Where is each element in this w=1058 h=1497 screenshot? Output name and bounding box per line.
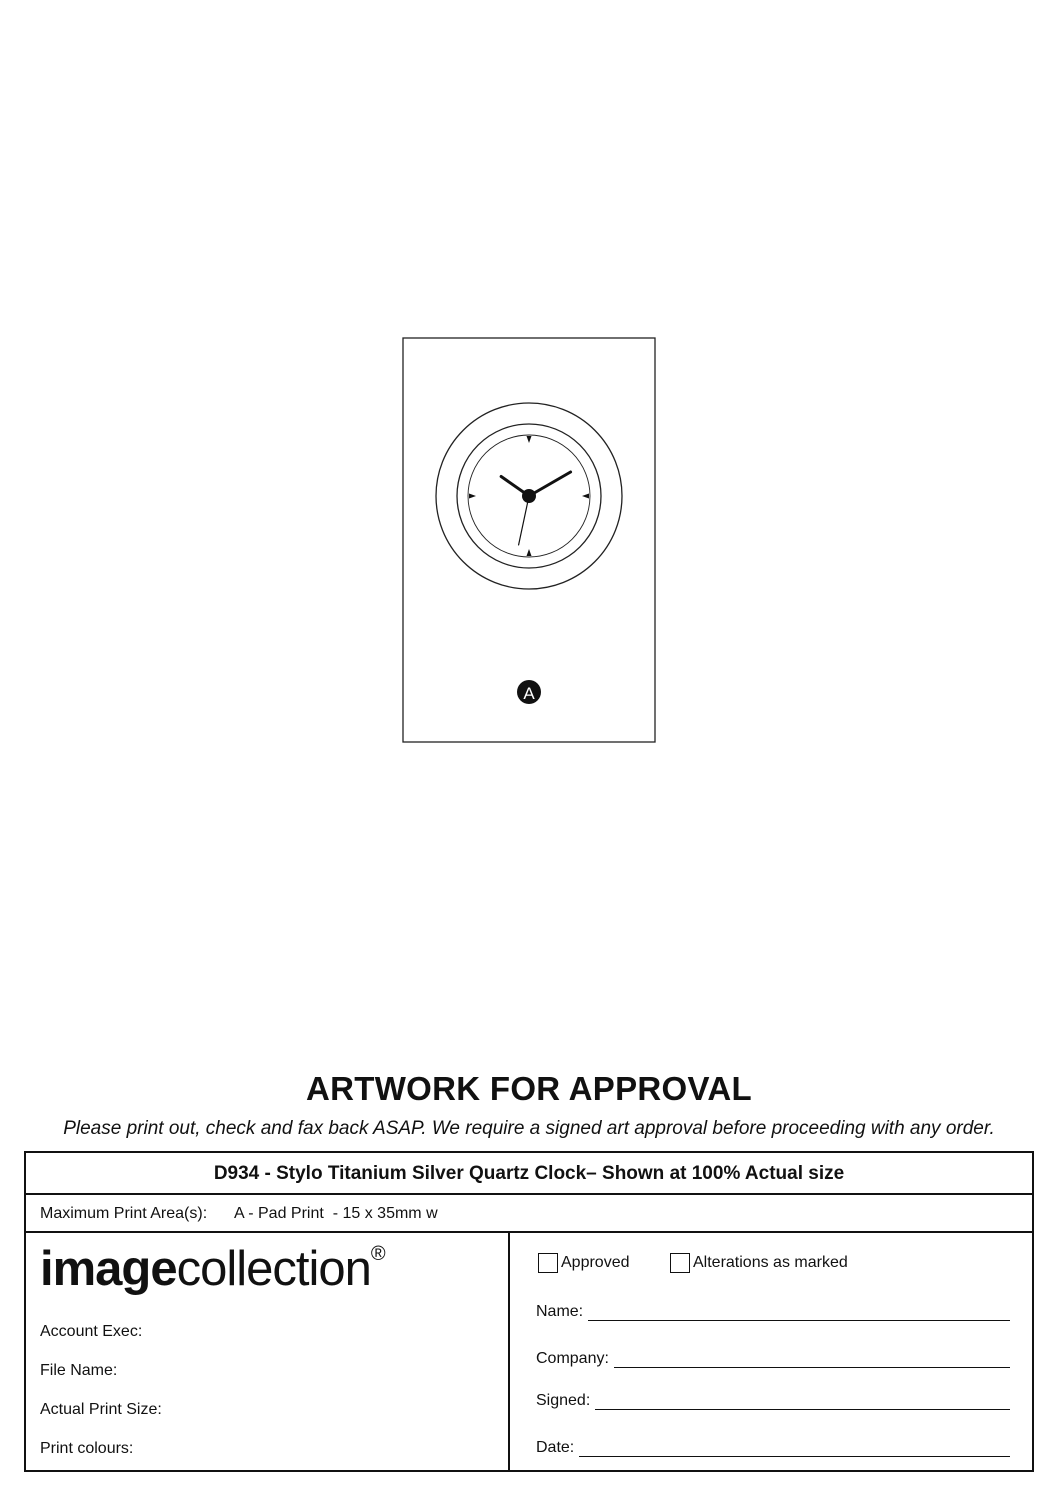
- hour-marker-12: [527, 436, 532, 443]
- print-area-row: [26, 1195, 1032, 1233]
- name-label: Name:: [536, 1303, 584, 1320]
- alterations-box[interactable]: [670, 1253, 690, 1273]
- approval-panel: [510, 1233, 1032, 1470]
- print-area-callout-label: A: [523, 684, 535, 703]
- alterations-label: Alterations as marked: [693, 1254, 848, 1271]
- alterations-checkbox[interactable]: [670, 1253, 848, 1273]
- hour-marker-6: [527, 549, 532, 556]
- name-field[interactable]: [536, 1303, 1010, 1321]
- print-area-label: Maximum Print Area(s):: [40, 1205, 208, 1222]
- signed-label: Signed:: [536, 1392, 591, 1409]
- approved-checkbox[interactable]: [538, 1253, 630, 1273]
- account-exec-label: Account Exec:: [40, 1323, 143, 1340]
- signed-field[interactable]: [536, 1392, 1010, 1410]
- hour-marker-3: [582, 494, 589, 499]
- second-hand: [519, 496, 529, 545]
- company-label: Company:: [536, 1350, 609, 1367]
- file-name-label: File Name:: [40, 1362, 118, 1379]
- approval-form: [24, 1151, 1034, 1472]
- date-line[interactable]: [579, 1442, 1010, 1457]
- date-field[interactable]: [536, 1439, 1010, 1457]
- company-line[interactable]: [614, 1353, 1010, 1368]
- approved-box[interactable]: [538, 1253, 558, 1273]
- date-label: Date:: [536, 1439, 575, 1456]
- company-field[interactable]: [536, 1350, 1010, 1368]
- approval-instructions: Please print out, check and fax back ASAP. We require a signed art approval before proceeding with any order.: [63, 1118, 995, 1139]
- name-line[interactable]: [588, 1306, 1010, 1321]
- hour-marker-9: [469, 494, 476, 499]
- clock-center-cap: [522, 489, 536, 503]
- page-title: ARTWORK FOR APPROVAL: [306, 1070, 752, 1107]
- company-info-panel: [26, 1233, 510, 1470]
- print-colours-label: Print colours:: [40, 1440, 134, 1457]
- minute-hand: [529, 472, 571, 496]
- print-area-value: A - Pad Print - 15 x 35mm w: [234, 1205, 438, 1222]
- company-logo: imagecollection®: [40, 1242, 385, 1296]
- product-description: D934 - Stylo Titanium Silver Quartz Clock– Shown at 100% Actual size: [26, 1153, 1032, 1195]
- actual-print-size-label: Actual Print Size:: [40, 1401, 162, 1418]
- approved-label: Approved: [561, 1254, 630, 1271]
- signed-line[interactable]: [595, 1395, 1010, 1410]
